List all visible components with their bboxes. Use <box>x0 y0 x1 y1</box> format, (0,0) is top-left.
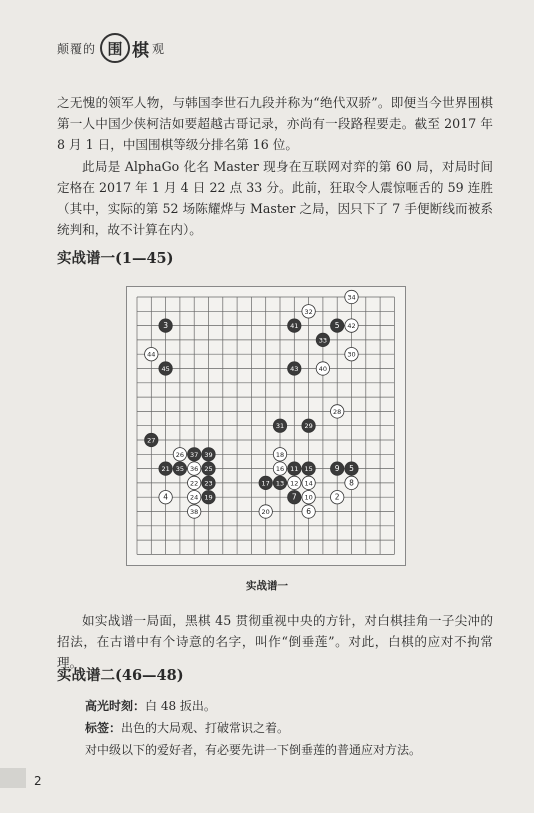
black-stone <box>273 419 286 432</box>
move-number: 27 <box>147 436 156 445</box>
go-board-svg <box>127 287 405 565</box>
white-stone <box>345 290 358 303</box>
move-number: 9 <box>334 464 340 474</box>
section-heading-2: 实战谱二(46—48) <box>57 667 184 684</box>
white-stone <box>345 476 358 489</box>
white-stone <box>345 319 358 332</box>
move-number: 39 <box>204 450 213 459</box>
move-number: 35 <box>175 465 185 474</box>
move-number: 21 <box>161 465 170 474</box>
section-heading-1: 实战谱一(1—45) <box>57 250 174 267</box>
white-stone <box>173 448 186 461</box>
black-stone <box>302 462 315 475</box>
white-stone <box>302 491 315 504</box>
diagram-caption: 实战谱一 <box>246 580 288 592</box>
white-stone <box>331 405 344 418</box>
black-stone <box>202 476 215 489</box>
move-number: 26 <box>175 450 185 459</box>
black-stone <box>331 462 344 475</box>
black-stone <box>288 362 301 375</box>
white-stone <box>273 462 286 475</box>
move-number: 5 <box>334 321 340 331</box>
black-stone <box>302 419 315 432</box>
black-stone <box>345 462 358 475</box>
white-stone <box>316 362 329 375</box>
highlight-text: 白 48 扳出。 <box>145 699 216 713</box>
move-number: 14 <box>304 479 313 488</box>
move-number: 24 <box>190 493 199 502</box>
move-number: 3 <box>163 321 168 331</box>
black-stone <box>202 491 215 504</box>
book-logo-char: 棋 <box>132 40 150 61</box>
black-stone <box>173 462 186 475</box>
black-stone <box>288 462 301 475</box>
move-number: 5 <box>349 464 354 474</box>
move-number: 20 <box>261 508 270 516</box>
highlight-line <box>85 696 216 716</box>
page-number: 2 <box>34 774 42 788</box>
move-number: 28 <box>333 407 342 416</box>
move-number: 36 <box>190 465 199 474</box>
move-number: 43 <box>290 365 299 373</box>
tag-text: 出色的大局观、打破常识之着。 <box>121 721 290 735</box>
black-stone <box>288 491 301 504</box>
book-logo-circle: 围 <box>100 33 130 63</box>
white-stone <box>288 476 301 489</box>
move-number: 32 <box>304 307 313 316</box>
black-stone <box>288 319 301 332</box>
move-number: 30 <box>347 350 356 359</box>
move-number: 40 <box>318 365 328 373</box>
move-number: 13 <box>275 479 285 488</box>
white-stone <box>159 491 172 504</box>
move-number: 12 <box>290 479 299 488</box>
move-number: 4 <box>163 492 168 502</box>
tag-line <box>85 718 289 738</box>
black-stone <box>145 433 158 446</box>
black-stone <box>259 476 272 489</box>
white-stone <box>188 505 201 518</box>
move-number: 2 <box>334 492 340 502</box>
white-stone <box>302 305 315 318</box>
black-stone <box>188 448 201 461</box>
black-stone <box>316 333 329 346</box>
white-stone <box>302 476 315 489</box>
move-number: 19 <box>204 493 213 502</box>
move-number: 38 <box>190 508 199 516</box>
white-stone <box>273 448 286 461</box>
move-number: 23 <box>204 479 213 488</box>
move-number: 42 <box>347 322 356 331</box>
black-stone <box>202 462 215 475</box>
move-number: 44 <box>147 350 156 359</box>
move-number: 31 <box>275 422 285 431</box>
move-number: 41 <box>290 322 299 331</box>
move-number: 6 <box>306 507 311 516</box>
move-number: 11 <box>290 465 299 474</box>
paragraph-2: 此局是 AlphaGo 化名 Master 现身在互联网对弈的第 60 局，对局时间定格在 2017 年 1 月 4 日 22 点 33 分。此前，狂取令人震惊咂舌的 59 连胜（其中，实际的第 52 场陈耀烨与 Master 之局，因只下了 7 手便断线而被系统判和，故不计算在内）。 <box>57 159 493 237</box>
move-number: 45 <box>161 365 170 373</box>
white-stone <box>259 505 272 518</box>
white-stone <box>188 462 201 475</box>
note-line: 对中级以下的爱好者，有必要先讲一下倒垂莲的普通应对方法。 <box>85 743 422 757</box>
move-number: 29 <box>304 422 313 431</box>
paragraph-3: 如实战谱一局面，黑棋 45 贯彻重视中央的方针，对白棋挂角一子尖冲的招法，在古谱中有个诗意的名字，叫作“倒垂莲”。对此，白棋的应对不拘常理。 <box>57 613 493 670</box>
move-number: 37 <box>190 450 199 459</box>
white-stone <box>345 348 358 361</box>
move-number: 17 <box>261 479 270 488</box>
move-number: 7 <box>291 492 297 502</box>
white-stone <box>188 476 201 489</box>
black-stone <box>159 462 172 475</box>
move-number: 15 <box>304 465 313 474</box>
highlight-label: 高光时刻： <box>85 699 146 713</box>
paragraph-1: 之无愧的领军人物，与韩国李世石九段并称为“绝代双骄”。即便当今世界围棋第一人中国少侠柯洁如要超越古哥记录，亦尚有一段路程要走。截至 2017 年 8 月 1 日，中国围棋等级分排名第 16 位。 <box>57 95 493 152</box>
page-edge-tab <box>0 768 26 788</box>
black-stone <box>159 319 172 332</box>
black-stone <box>202 448 215 461</box>
tag-label: 标签： <box>85 721 122 735</box>
move-number: 34 <box>347 293 356 302</box>
white-stone <box>331 491 344 504</box>
black-stone <box>273 476 286 489</box>
move-number: 33 <box>318 336 328 345</box>
move-number: 25 <box>204 465 213 474</box>
move-number: 10 <box>304 493 313 502</box>
black-stone <box>159 362 172 375</box>
white-stone <box>188 491 201 504</box>
move-number: 16 <box>275 465 285 474</box>
move-number: 22 <box>190 479 199 488</box>
move-number: 18 <box>275 450 285 459</box>
header-prefix: 颠覆的 <box>57 41 97 56</box>
header-suffix: 观 <box>152 41 165 56</box>
go-board-diagram <box>126 286 406 566</box>
move-number: 8 <box>349 478 354 488</box>
white-stone <box>302 505 315 518</box>
black-stone <box>331 319 344 332</box>
running-header <box>57 30 164 66</box>
white-stone <box>145 348 158 361</box>
